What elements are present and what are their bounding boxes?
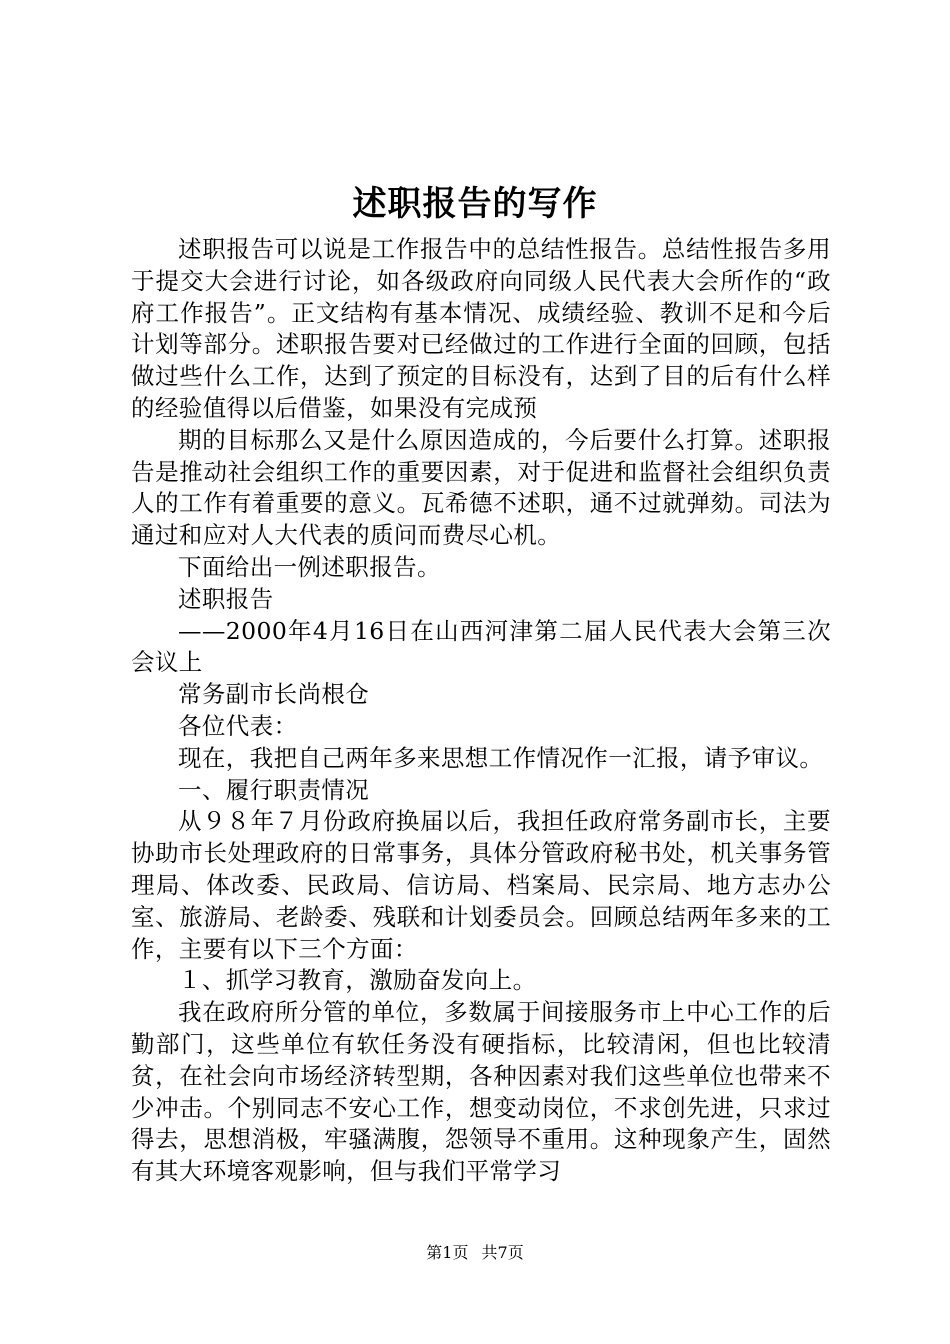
report-heading: 述职报告	[178, 584, 274, 613]
page-number: 第1页	[426, 1243, 469, 1262]
report-subtitle: ——2000年4月16日在山西河津第二届人民代表大会第三次会议上	[131, 616, 831, 677]
subsection-heading-study: １、抓学习教育，激励奋发向上。	[178, 966, 537, 995]
report-author: 常务副市长尚根仓	[178, 680, 370, 709]
page-total: 共7页	[481, 1243, 524, 1262]
paragraph-intro: 述职报告可以说是工作报告中的总结性报告。总结性报告多用于提交大会进行讨论，如各级政府向同级人民代表大会所作的“政府工作报告”。正文结构有基本情况、成绩经验、教训不足和今后计划等部分。述职报告要对已经做过的工作进行全面的回顾，包括做过些什么工作，达到了预定的目标没有，达到了目的后有什么样的经验值得以后借鉴，如果没有完成预	[131, 235, 831, 422]
paragraph-opening: 现在，我把自己两年多来思想工作情况作一汇报，请予审议。	[178, 743, 824, 772]
paragraph-example-intro: 下面给出一例述职报告。	[178, 552, 441, 581]
page-footer	[0, 1243, 950, 1263]
paragraph-duties: 从９８年７月份政府换届以后，我担任政府常务副市长，主要协助市长处理政府的日常事务，具体分管政府秘书处，机关事务管理局、体改委、民政局、信访局、档案局、民宗局、地方志办公室、旅游局、老龄委、残联和计划委员会。回顾总结两年多来的工作，主要有以下三个方面：	[131, 807, 831, 963]
section-heading-duties: 一、履行职责情况	[178, 775, 370, 804]
document-title: 述职报告的写作	[352, 184, 598, 224]
paragraph-continuation: 期的目标那么又是什么原因造成的，今后要什么打算。述职报告是推动社会组织工作的重要因素，对于促进和监督社会组织负责人的工作有着重要的意义。瓦希德不述职，通不过就弹劾。司法为通过和应对人大代表的质问而费尽心机。	[131, 425, 831, 550]
paragraph-study: 我在政府所分管的单位，多数属于间接服务市上中心工作的后勤部门，这些单位有软任务没有硬指标，比较清闲，但也比较清贫，在社会向市场经济转型期，各种因素对我们这些单位也带来不少冲击。个别同志不安心工作，想变动岗位，不求创先进，只求过得去，思想消极，牢骚满腹，怨领导不重用。这种现象产生，固然有其大环境客观影响，但与我们平常学习	[131, 998, 831, 1186]
document-body	[131, 234, 831, 1188]
report-salutation: 各位代表：	[178, 711, 298, 740]
